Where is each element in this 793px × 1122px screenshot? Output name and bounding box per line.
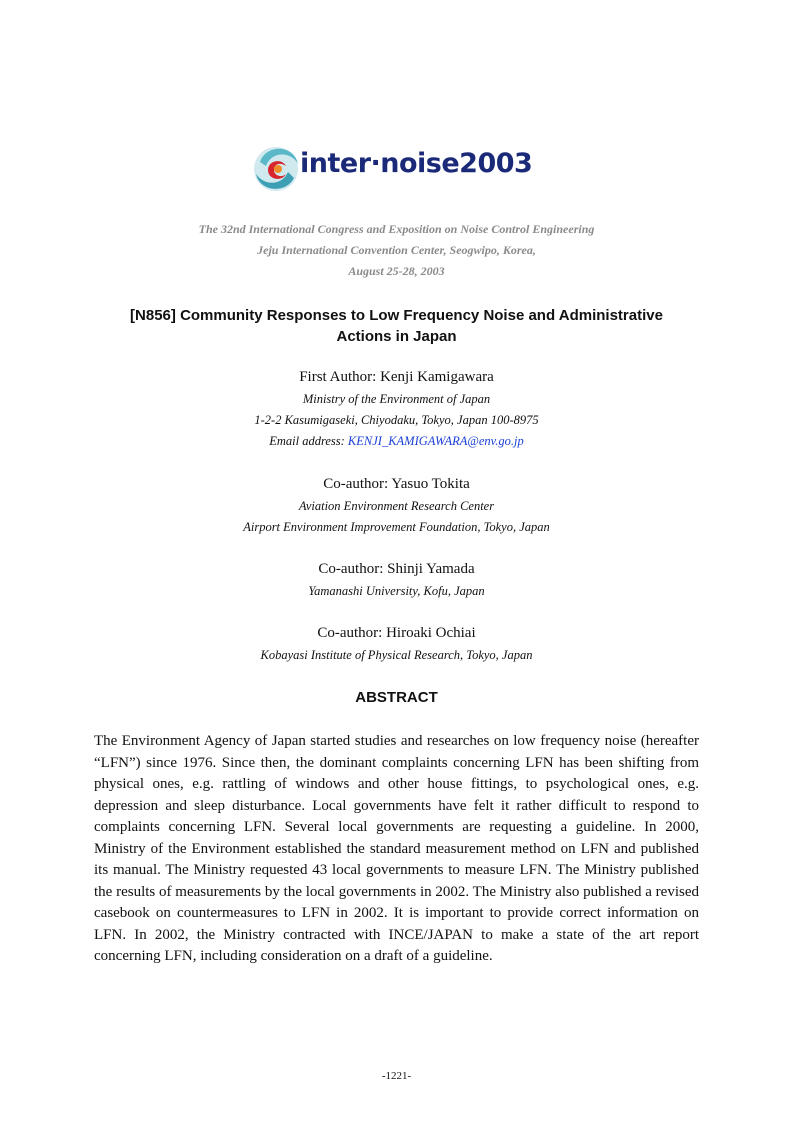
coauthor-2-affiliation: Yamanashi University, Kofu, Japan: [308, 584, 485, 598]
coauthor-3-affiliation: Kobayasi Institute of Physical Research, Tokyo, Japan: [260, 648, 533, 662]
paper-title-line-1: [N856] Community Responses to Low Frequency Noise and Administrative: [130, 307, 663, 324]
email-link[interactable]: KENJI_KAMIGAWARA@env.go.jp: [347, 434, 524, 448]
first-author-affiliation: Ministry of the Environment of Japan: [302, 392, 491, 406]
coauthor-3-name: Co-author: Hiroaki Ochiai: [317, 625, 476, 641]
coauthor-1-affiliation: Aviation Environment Research Center: [298, 499, 495, 513]
email-label: Email address:: [269, 434, 348, 448]
first-author-name: First Author: Kenji Kamigawara: [299, 369, 494, 385]
abstract-heading: ABSTRACT: [355, 689, 438, 706]
coauthor-1-organization: Airport Environment Improvement Foundation, Tokyo, Japan: [243, 520, 550, 534]
conference-venue: Jeju International Convention Center, Seogwipo, Korea,: [257, 243, 536, 257]
page-number: -1221-: [381, 1070, 412, 1082]
logo-wordmark: inter·noise2003: [300, 148, 533, 179]
paper-title: [60, 305, 733, 347]
conference-dates: August 25-28, 2003: [348, 264, 445, 278]
paper-title-line-2: Actions in Japan: [336, 328, 457, 345]
coauthor-2-name: Co-author: Shinji Yamada: [318, 561, 475, 577]
conference-name: The 32nd International Congress and Exposition on Noise Control Engineering: [198, 222, 595, 236]
coauthor-1-name: Co-author: Yasuo Tokita: [323, 476, 470, 492]
first-author-email-line: [0, 434, 793, 449]
conference-logo: [252, 140, 542, 198]
abstract-body: The Environment Agency of Japan started studies and researches on low frequency noise (hereafter “LFN”) since 1976. Since then, the dominant complaints concerning LFN has been shifting from physical ones, e.g. rattling of windows and other house fittings, to psychological ones, e.g. depression and sleep disturbance. Local governments have felt it rather difficult to respond to complaints concerning LFN. Several local governments are requesting a guideline. In 2000, Ministry of the Environment established the standard measurement method on LFN and published its manual. The Ministry requested 43 local governments to measure LFN. The Ministry published the results of measurements by the local governments in 2002. The Ministry also published a revised casebook on countermeasures to LFN in 2002. It is important to provide correct information on LFN. In 2002, the Ministry contracted with INCE/JAPAN to make a state of the art report concerning LFN, including consideration on a draft of a guideline.: [94, 733, 699, 964]
swirl-emblem-icon: [252, 140, 304, 198]
first-author-address: 1-2-2 Kasumigaseki, Chiyodaku, Tokyo, Japan 100-8975: [254, 413, 539, 427]
